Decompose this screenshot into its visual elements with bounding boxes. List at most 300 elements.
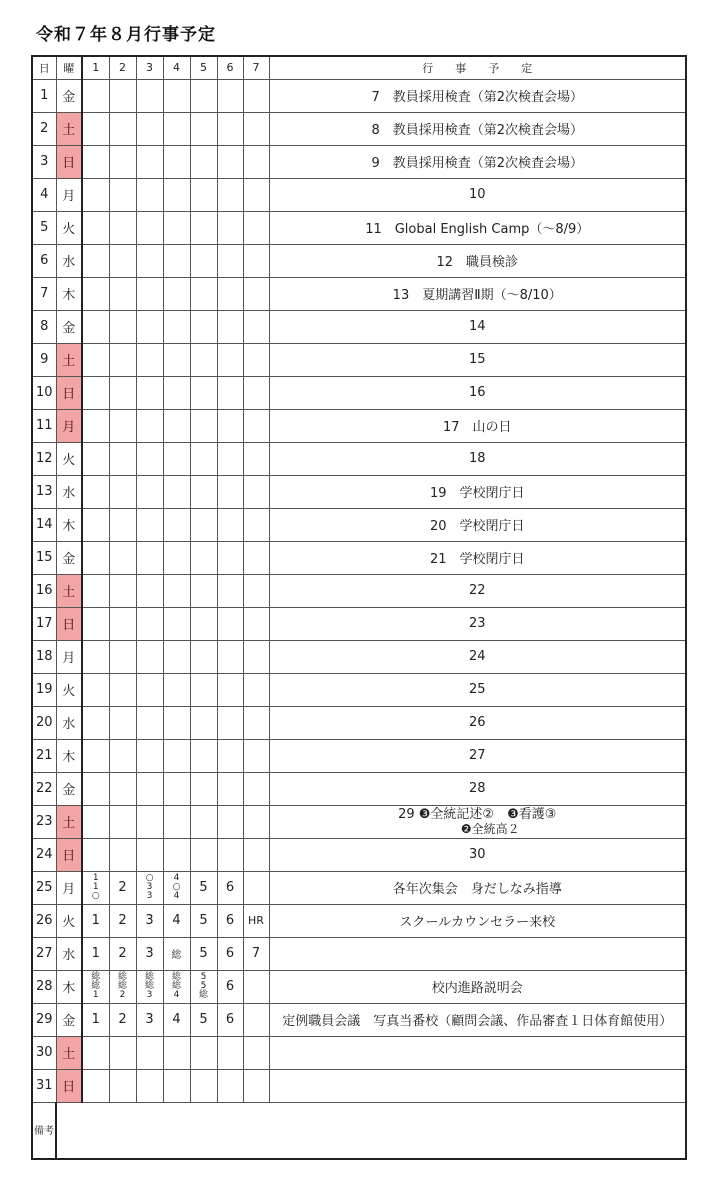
day-number: 5 — [32, 211, 56, 244]
period-cell — [243, 376, 269, 409]
period-cell — [82, 739, 109, 772]
period-cell — [243, 739, 269, 772]
period-stack-char: 5 — [200, 972, 207, 982]
period-cell — [136, 475, 163, 508]
period-cell — [217, 673, 243, 706]
weekday-cell: 金 — [56, 79, 82, 112]
period-cell — [163, 343, 190, 376]
period-cell — [109, 442, 136, 475]
period-cell — [243, 277, 269, 310]
weekday-cell: 金 — [56, 772, 82, 805]
weekday-cell: 金 — [56, 541, 82, 574]
weekday-cell: 日 — [56, 607, 82, 640]
event-cell: 12 職員検診 — [269, 244, 686, 277]
day-row — [32, 574, 686, 607]
period-cell — [163, 607, 190, 640]
period-cell — [136, 574, 163, 607]
period-cell: 7 — [243, 937, 269, 970]
weekday-cell: 金 — [56, 1003, 82, 1036]
period-cell — [163, 970, 190, 1003]
period-cell — [82, 343, 109, 376]
weekday-cell: 火 — [56, 904, 82, 937]
event-cell: 校内進路説明会 — [269, 970, 686, 1003]
period-stack-char: 3 — [146, 891, 153, 901]
period-cell — [82, 1036, 109, 1069]
period-cell — [217, 178, 243, 211]
period-cell — [217, 838, 243, 871]
period-cell: 1 — [82, 904, 109, 937]
period-cell — [217, 772, 243, 805]
period-cell — [217, 640, 243, 673]
period-cell — [82, 541, 109, 574]
period-cell: 4 — [163, 904, 190, 937]
period-stack-char: 1 — [92, 990, 99, 1000]
day-row — [32, 541, 686, 574]
period-stack-char: 1 — [92, 882, 99, 892]
period-stack-char: 総 — [117, 972, 127, 982]
weekday-cell: 日 — [56, 145, 82, 178]
period-cell — [190, 706, 217, 739]
day-number: 15 — [32, 541, 56, 574]
period-cell — [243, 541, 269, 574]
page-title: 令和７年８月行事予定 — [36, 25, 216, 45]
day-row — [32, 1003, 686, 1036]
event-cell: 10 — [269, 178, 686, 211]
period-cell — [163, 640, 190, 673]
period-cell — [190, 508, 217, 541]
day-number: 8 — [32, 310, 56, 343]
event-cell — [269, 805, 686, 838]
period-cell — [136, 343, 163, 376]
day-number: 22 — [32, 772, 56, 805]
period-cell — [82, 178, 109, 211]
period-cell — [243, 640, 269, 673]
period-cell — [136, 739, 163, 772]
day-number: 11 — [32, 409, 56, 442]
event-cell: 30 — [269, 838, 686, 871]
event-cell: 11 Global English Camp（～8/9） — [269, 211, 686, 244]
period-cell — [217, 79, 243, 112]
period-cell: 4 — [163, 1003, 190, 1036]
period-cell — [217, 475, 243, 508]
period-cell — [190, 541, 217, 574]
period-cell — [243, 112, 269, 145]
event-cell: 7 教員採用検査（第2次検査会場） — [269, 79, 686, 112]
period-cell: 総 — [163, 937, 190, 970]
period-cell — [190, 739, 217, 772]
period-cell — [217, 574, 243, 607]
period-cell — [243, 343, 269, 376]
period-cell — [109, 310, 136, 343]
header-events: 行 事 予 定 — [269, 56, 686, 79]
event-cell: 各年次集会 身だしなみ指導 — [269, 871, 686, 904]
day-row — [32, 343, 686, 376]
weekday-cell: 木 — [56, 970, 82, 1003]
period-cell — [109, 838, 136, 871]
period-stack-char: 4 — [173, 891, 180, 901]
period-cell: 5 — [190, 1003, 217, 1036]
period-cell — [190, 244, 217, 277]
period-cell — [82, 508, 109, 541]
weekday-cell: 木 — [56, 508, 82, 541]
weekday-cell: 金 — [56, 310, 82, 343]
period-cell — [190, 409, 217, 442]
day-number: 23 — [32, 805, 56, 838]
period-cell — [109, 277, 136, 310]
period-cell — [82, 1069, 109, 1102]
event-cell: 13 夏期講習Ⅱ期（～8/10） — [269, 277, 686, 310]
period-cell — [217, 343, 243, 376]
day-row — [32, 277, 686, 310]
period-stack-char: ○ — [172, 882, 181, 892]
period-cell — [82, 970, 109, 1003]
period-cell — [163, 508, 190, 541]
day-number: 3 — [32, 145, 56, 178]
event-cell: 28 — [269, 772, 686, 805]
period-cell — [217, 277, 243, 310]
day-row — [32, 607, 686, 640]
day-number: 7 — [32, 277, 56, 310]
period-cell — [163, 1036, 190, 1069]
header-period-1: 1 — [82, 56, 109, 79]
event-cell: 25 — [269, 673, 686, 706]
day-row — [32, 178, 686, 211]
period-cell — [243, 871, 269, 904]
period-cell — [163, 442, 190, 475]
period-cell — [136, 310, 163, 343]
day-row — [32, 244, 686, 277]
day-row — [32, 112, 686, 145]
period-cell — [109, 508, 136, 541]
period-cell — [190, 640, 217, 673]
day-number: 31 — [32, 1069, 56, 1102]
period-cell — [82, 640, 109, 673]
period-stack-char: 1 — [92, 873, 99, 883]
period-cell — [163, 574, 190, 607]
period-cell — [163, 838, 190, 871]
period-cell: 6 — [217, 937, 243, 970]
day-number: 30 — [32, 1036, 56, 1069]
period-cell — [136, 805, 163, 838]
period-cell — [243, 244, 269, 277]
period-cell — [136, 772, 163, 805]
period-cell — [82, 145, 109, 178]
notes-label — [32, 1102, 56, 1159]
period-cell — [243, 805, 269, 838]
header-period-6: 6 — [217, 56, 243, 79]
day-number: 9 — [32, 343, 56, 376]
event-cell: 27 — [269, 739, 686, 772]
period-cell: 6 — [217, 904, 243, 937]
period-cell — [217, 706, 243, 739]
period-cell — [190, 211, 217, 244]
period-cell — [136, 871, 163, 904]
weekday-cell: 火 — [56, 442, 82, 475]
period-cell — [190, 607, 217, 640]
period-cell: 5 — [190, 871, 217, 904]
period-cell — [163, 805, 190, 838]
period-cell — [217, 739, 243, 772]
period-cell — [109, 475, 136, 508]
period-cell — [136, 211, 163, 244]
weekday-cell: 日 — [56, 1069, 82, 1102]
event-cell — [269, 1069, 686, 1102]
period-cell — [190, 970, 217, 1003]
period-cell — [217, 145, 243, 178]
weekday-cell: 水 — [56, 475, 82, 508]
period-cell — [136, 376, 163, 409]
period-cell — [82, 112, 109, 145]
weekday-cell: 水 — [56, 937, 82, 970]
day-number: 16 — [32, 574, 56, 607]
period-cell — [82, 376, 109, 409]
period-cell — [82, 244, 109, 277]
period-cell — [217, 112, 243, 145]
period-stack-char: 総 — [91, 981, 101, 991]
period-cell — [243, 574, 269, 607]
period-stack-char: 3 — [146, 882, 153, 892]
weekday-cell: 日 — [56, 376, 82, 409]
period-cell — [109, 244, 136, 277]
period-cell — [82, 409, 109, 442]
period-cell — [163, 277, 190, 310]
period-cell — [136, 640, 163, 673]
period-cell — [163, 145, 190, 178]
day-number: 25 — [32, 871, 56, 904]
period-cell — [109, 112, 136, 145]
period-cell — [190, 277, 217, 310]
day-row — [32, 376, 686, 409]
event-line: 29 ❸全統記述② ❸看護③ — [398, 806, 557, 822]
period-cell — [82, 838, 109, 871]
weekday-cell: 火 — [56, 211, 82, 244]
period-stack-char: 2 — [119, 990, 126, 1000]
event-cell: 23 — [269, 607, 686, 640]
day-row — [32, 442, 686, 475]
day-number: 4 — [32, 178, 56, 211]
period-cell — [163, 739, 190, 772]
period-cell — [217, 1036, 243, 1069]
notes-content — [56, 1102, 686, 1159]
period-cell: 1 — [82, 937, 109, 970]
period-stack-char: 4 — [173, 873, 180, 883]
day-number: 10 — [32, 376, 56, 409]
period-cell: 6 — [217, 1003, 243, 1036]
header-row — [32, 56, 686, 79]
weekday-cell: 火 — [56, 673, 82, 706]
period-cell — [109, 79, 136, 112]
period-cell — [190, 112, 217, 145]
header-weekday: 曜 — [56, 56, 82, 79]
period-cell — [217, 1069, 243, 1102]
period-cell — [190, 673, 217, 706]
period-cell — [136, 838, 163, 871]
period-cell: HR — [243, 904, 269, 937]
day-number: 14 — [32, 508, 56, 541]
period-stack-char: 4 — [173, 990, 180, 1000]
period-stack-char: 3 — [146, 990, 153, 1000]
period-cell — [82, 574, 109, 607]
period-cell — [136, 178, 163, 211]
period-cell — [136, 1069, 163, 1102]
period-cell — [136, 145, 163, 178]
day-number: 29 — [32, 1003, 56, 1036]
period-cell — [243, 475, 269, 508]
period-cell — [163, 112, 190, 145]
period-stack-char: 総 — [91, 972, 101, 982]
day-row — [32, 409, 686, 442]
event-cell: 20 学校閉庁日 — [269, 508, 686, 541]
day-row — [32, 805, 686, 838]
period-cell — [190, 1036, 217, 1069]
period-cell — [136, 112, 163, 145]
period-cell: 6 — [217, 871, 243, 904]
weekday-cell: 月 — [56, 871, 82, 904]
event-cell: 21 学校閉庁日 — [269, 541, 686, 574]
period-cell — [136, 277, 163, 310]
day-row — [32, 970, 686, 1003]
period-cell — [163, 772, 190, 805]
period-cell — [163, 310, 190, 343]
period-cell — [243, 607, 269, 640]
period-cell — [243, 1069, 269, 1102]
period-cell — [109, 772, 136, 805]
weekday-cell: 木 — [56, 277, 82, 310]
weekday-cell: 土 — [56, 574, 82, 607]
period-cell — [243, 442, 269, 475]
period-cell — [109, 706, 136, 739]
period-stack-char: 総 — [144, 981, 154, 991]
period-cell — [243, 178, 269, 211]
day-number: 18 — [32, 640, 56, 673]
period-cell — [190, 1069, 217, 1102]
day-row — [32, 310, 686, 343]
day-row — [32, 145, 686, 178]
header-period-3: 3 — [136, 56, 163, 79]
period-cell — [243, 970, 269, 1003]
day-number: 26 — [32, 904, 56, 937]
day-row — [32, 937, 686, 970]
weekday-cell: 月 — [56, 178, 82, 211]
weekday-cell: 土 — [56, 1036, 82, 1069]
weekday-cell: 月 — [56, 409, 82, 442]
period-cell — [243, 838, 269, 871]
day-row — [32, 904, 686, 937]
weekday-cell: 水 — [56, 244, 82, 277]
period-cell — [163, 871, 190, 904]
period-cell — [82, 706, 109, 739]
period-cell — [109, 376, 136, 409]
period-stack-char: 5 — [200, 981, 207, 991]
schedule-table — [31, 55, 687, 1160]
day-number: 19 — [32, 673, 56, 706]
day-number: 17 — [32, 607, 56, 640]
day-row — [32, 673, 686, 706]
event-cell: 22 — [269, 574, 686, 607]
period-cell — [136, 79, 163, 112]
period-cell — [109, 211, 136, 244]
period-cell — [82, 310, 109, 343]
header-period-7: 7 — [243, 56, 269, 79]
period-stack-char: 総 — [198, 990, 208, 1000]
header-period-2: 2 — [109, 56, 136, 79]
period-cell — [243, 1003, 269, 1036]
period-cell — [243, 409, 269, 442]
period-cell — [109, 640, 136, 673]
period-cell — [163, 706, 190, 739]
weekday-cell: 土 — [56, 805, 82, 838]
day-number: 27 — [32, 937, 56, 970]
day-row — [32, 211, 686, 244]
weekday-cell: 日 — [56, 838, 82, 871]
period-cell — [190, 178, 217, 211]
period-cell — [243, 508, 269, 541]
notes-row — [32, 1102, 686, 1159]
period-cell — [109, 1069, 136, 1102]
event-cell: 14 — [269, 310, 686, 343]
period-cell — [109, 805, 136, 838]
day-number: 20 — [32, 706, 56, 739]
period-cell — [217, 508, 243, 541]
period-cell — [163, 178, 190, 211]
day-row — [32, 1069, 686, 1102]
period-cell — [190, 310, 217, 343]
period-cell — [217, 376, 243, 409]
event-line-sub: ❷全統高２ — [460, 821, 520, 836]
period-cell — [190, 772, 217, 805]
day-row — [32, 871, 686, 904]
period-cell: 6 — [217, 970, 243, 1003]
period-cell — [109, 541, 136, 574]
period-stack-char: 総 — [171, 981, 181, 991]
day-row — [32, 508, 686, 541]
period-cell — [217, 244, 243, 277]
period-cell — [163, 79, 190, 112]
day-row — [32, 640, 686, 673]
period-cell — [109, 673, 136, 706]
period-cell — [109, 607, 136, 640]
period-cell — [190, 574, 217, 607]
period-cell — [82, 871, 109, 904]
event-cell: 17 山の日 — [269, 409, 686, 442]
period-cell — [109, 739, 136, 772]
period-cell — [190, 838, 217, 871]
period-cell — [136, 508, 163, 541]
day-row — [32, 475, 686, 508]
day-row — [32, 772, 686, 805]
event-cell: 16 — [269, 376, 686, 409]
day-row — [32, 739, 686, 772]
period-cell — [82, 607, 109, 640]
period-cell — [243, 673, 269, 706]
period-cell — [190, 79, 217, 112]
event-cell: 8 教員採用検査（第2次検査会場） — [269, 112, 686, 145]
period-cell — [82, 211, 109, 244]
event-cell: 26 — [269, 706, 686, 739]
period-cell — [136, 706, 163, 739]
period-cell — [109, 178, 136, 211]
period-cell — [243, 145, 269, 178]
day-number: 24 — [32, 838, 56, 871]
event-cell: 19 学校閉庁日 — [269, 475, 686, 508]
event-cell — [269, 937, 686, 970]
period-stack-char: ○ — [145, 873, 154, 883]
period-cell — [217, 607, 243, 640]
period-cell — [163, 475, 190, 508]
period-cell — [136, 541, 163, 574]
event-cell: 24 — [269, 640, 686, 673]
schedule-body — [32, 79, 686, 1102]
